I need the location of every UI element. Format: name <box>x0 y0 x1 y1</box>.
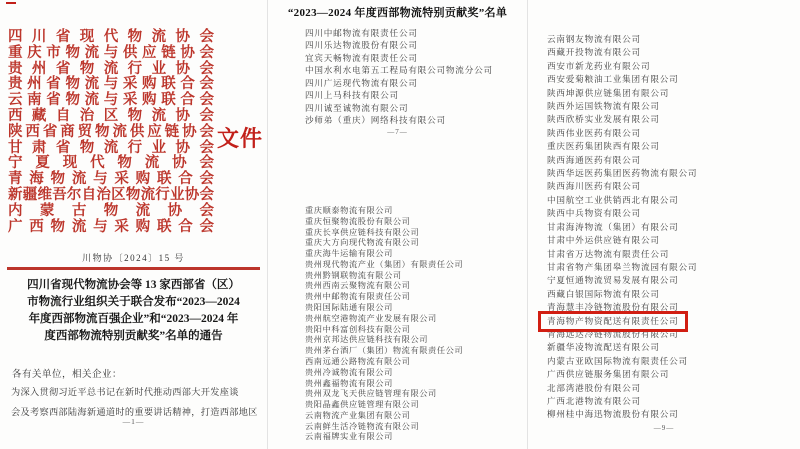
company-list-item: 贵州茅台酒厂（集团）物流有限责任公司 <box>305 346 464 356</box>
middle-page <box>268 0 527 449</box>
page-number-7: —7— <box>387 128 408 136</box>
company-list-item: 重庆大方向现代物流有限公司 <box>305 238 420 248</box>
company-list-item: 贵州冷诚物流有限公司 <box>305 367 393 377</box>
association-name: 贵州省物流与采购联合会 <box>8 76 214 93</box>
company-list-item: 贵阳晶鑫供应链管理有限公司 <box>305 400 420 410</box>
company-list-item: 陕西外运国铁物流有限公司 <box>547 101 660 112</box>
association-name: 宁夏现代物流协会 <box>8 155 214 172</box>
right-page <box>528 0 800 449</box>
company-list-item: 宜宾天畅物流有限责任公司 <box>305 52 418 63</box>
company-list-item: 重庆海牛运输有限公司 <box>305 249 393 259</box>
company-list-item: 四川上马科技有限公司 <box>305 90 399 101</box>
company-list-item: 青海慧丰冷链物流股份有限公司 <box>547 302 679 313</box>
page-number-1: —1— <box>122 417 145 426</box>
company-list-item: 陕西中兵物资有限公司 <box>547 208 641 219</box>
company-list-item: 甘肃省万达物流有限责任公司 <box>547 248 670 259</box>
company-list-item: 四川诚至诚物流有限公司 <box>305 102 409 113</box>
company-list-item: 陕西华远医药集团医药物流有限公司 <box>547 168 698 179</box>
association-name: 西藏自治区物流协会 <box>8 107 214 124</box>
company-list-item: 重庆恒聚物流股份有限公司 <box>305 216 411 226</box>
company-list-item: 广西供应链服务集团有限公司 <box>547 369 670 380</box>
award-list-page7 <box>305 27 493 127</box>
doc-number: 川物协〔2024〕15 号 <box>82 253 185 263</box>
company-list-item: 甘肃海涛物流（集团）有限公司 <box>547 221 679 232</box>
company-list-item: 甘肃省物产集团皋兰物流园有限公司 <box>547 261 698 272</box>
highlighted-company: 青海物产物资配送有限责任公司 <box>542 315 684 328</box>
company-list-item: 柳州桂中海迅物流股份有限公司 <box>547 409 679 420</box>
company-list-item: 西藏白银国际物流有限公司 <box>547 288 660 299</box>
company-list-item: 贵州京邦达供应链科技有限公司 <box>305 335 429 345</box>
company-list-item: 青海远达冷链物流股份有限公司 <box>547 328 679 339</box>
company-list-item: 重庆医药集团陕西有限公司 <box>547 141 660 152</box>
body-line: 为深入贯彻习近平总书记在新时代推动西部大开发座谈 <box>11 387 239 397</box>
association-name: 云南省物流与采购联合会 <box>8 92 214 109</box>
company-list-item: 西安爱菊粮油工业集团有限公司 <box>547 74 679 85</box>
award-list-page8 <box>305 206 463 443</box>
cover-page <box>0 0 267 449</box>
body-line: 会及考察西部陆海新通道时的重要讲话精神，打造西部地区 <box>11 406 258 417</box>
company-list-item: 云南物流产业集团有限公司 <box>305 410 411 420</box>
corner-mark <box>6 2 16 4</box>
company-list-item: 贵阳国际陆通有限公司 <box>305 303 393 313</box>
company-list-item: 陕西伟业医药有限公司 <box>547 127 641 138</box>
company-list-item: 沙师弟（重庆）网络科技有限公司 <box>305 115 446 126</box>
company-list-item: 中国航空工业供销西北有限公司 <box>547 194 679 205</box>
notice-title-line: 年度西部物流百强企业”和“2023—2024 年 <box>28 313 239 325</box>
association-name: 贵州省物流行业协会 <box>8 60 214 77</box>
page-number-9: —9— <box>653 424 675 432</box>
company-list-item: 北部湾港股份有限公司 <box>547 382 641 393</box>
company-list-item: 云南鲜生活冷链物流有限公司 <box>305 421 420 431</box>
notice-title-line: 四川省现代物流协会等 13 家西部省（区） <box>27 279 240 291</box>
company-list-item: 西南远通公路物流有限公司 <box>305 356 411 366</box>
company-list-item: 贵阳中科富创科技有限公司 <box>305 324 411 334</box>
company-list-item: 陕西海川医药有限公司 <box>547 181 641 192</box>
salutation: 各有关单位，相关企业： <box>12 370 123 380</box>
association-name: 甘肃省物流行业协会 <box>8 139 214 156</box>
company-list-item: 贵州中邮物流有限责任公司 <box>305 292 411 302</box>
red-rule <box>7 267 260 270</box>
company-list-item: 重庆长享供应链科技有限公司 <box>305 227 420 237</box>
association-name: 重庆市物流与供应链协会 <box>8 44 214 61</box>
association-name: 新疆维吾尔自治区物流行业协会 <box>8 186 214 203</box>
company-list-item: 四川广运现代物流有限公司 <box>305 77 418 88</box>
award-list-title: “2023—2024 年度西部物流特别贡献奖”名单 <box>287 7 508 19</box>
company-list-item: 云南钢友物流有限公司 <box>547 34 641 44</box>
company-list-item: 四川中邮物流有限责任公司 <box>305 28 418 38</box>
association-name: 陕西省商贸物流供应链协会 <box>8 123 214 140</box>
company-list-item: 西藏开投物流有限公司 <box>547 47 641 58</box>
association-name: 青海物流与采购联合会 <box>8 171 214 188</box>
company-list-item: 贵州黔钢联物流有限公司 <box>305 270 402 280</box>
association-name: 四川省现代物流协会 <box>8 29 214 45</box>
notice-title-line: 度西部物流特别贡献奖”名单的通告 <box>44 330 223 342</box>
notice-title <box>4 277 263 345</box>
company-list-item: 陕西欣桥实业发展有限公司 <box>547 114 660 125</box>
company-list-item: 甘肃中外运供应链有限公司 <box>547 235 660 246</box>
company-list-item: 贵州双龙飞天供应链管理有限公司 <box>305 389 437 399</box>
award-list-page9 <box>547 33 697 422</box>
notice-title-line: 市物流行业组织关于联合发布“2023—2024 <box>27 296 240 308</box>
wenjian-label: 文件 <box>217 126 264 151</box>
company-list-item: 重庆顺泰物流有限公司 <box>305 206 393 215</box>
association-list <box>8 30 214 235</box>
company-list-item: 内蒙古亚欧国际物流有限责任公司 <box>547 355 688 366</box>
company-list-item: 贵州航空港物流产业发展有限公司 <box>305 313 437 323</box>
company-list-item: 四川乐达物流股份有限公司 <box>305 40 418 51</box>
association-name: 内蒙古物流协会 <box>8 202 214 219</box>
company-list-item: 新疆华凌物流配送有限公司 <box>547 342 660 353</box>
company-list-item: 西安市新龙药业有限公司 <box>547 60 651 71</box>
company-list-item: 贵州西南云聚物流有限公司 <box>305 281 411 291</box>
company-list-item: 宁夏恒通物流贸易发展有限公司 <box>547 275 679 286</box>
company-list-item: 贵州鑫福物流有限公司 <box>305 378 393 388</box>
company-list-item: 陕西海通医药有限公司 <box>547 154 641 165</box>
company-list-item: 广西北港物流有限公司 <box>547 395 641 406</box>
company-list-item: 陕西坤源供应链集团有限公司 <box>547 87 670 98</box>
company-list-item: 中国水利水电第五工程局有限公司物流分公司 <box>305 65 493 76</box>
company-list-item: 贵州现代物流产业（集团）有限责任公司 <box>305 259 464 269</box>
association-name: 广西物流与采购联合会 <box>8 218 214 235</box>
company-list-item: 云南福牌实业有限公司 <box>305 432 393 442</box>
